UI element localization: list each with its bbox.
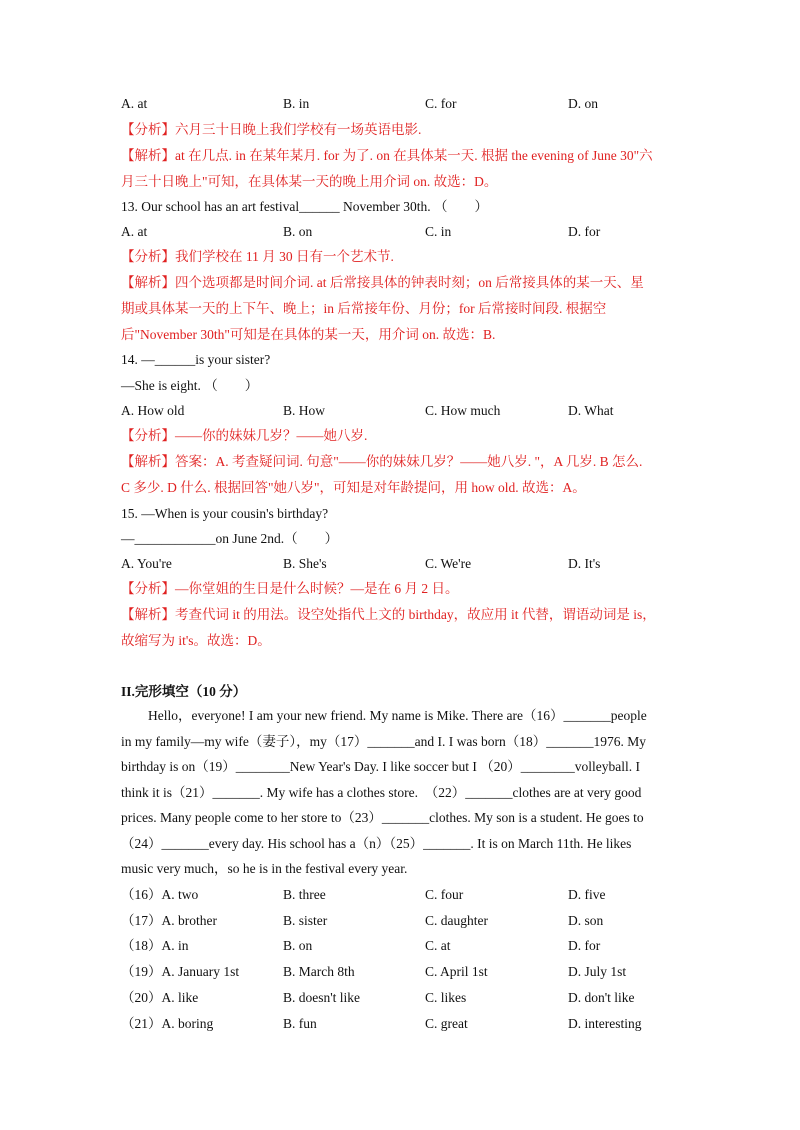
choice-row-16 <box>121 885 681 905</box>
choice-row-19 <box>121 962 681 982</box>
option-c: C. great <box>425 1016 468 1031</box>
option-a: （18）A. in <box>121 938 189 953</box>
choice-row-17 <box>121 911 681 931</box>
q15-explanation-line-2: 故缩写为 it's。故选：D。 <box>121 633 271 648</box>
q12-options <box>121 94 681 114</box>
option-a: （17）A. brother <box>121 913 217 928</box>
q13-stem: 13. Our school has an art festival______ November 30th. （ ） <box>121 199 489 214</box>
option-b: B. How <box>283 403 326 418</box>
q13-explanation-line-2: 期或具体某一天的上下午、晚上；in 后常接年份、月份；for 后常接时间段. 根据空 <box>121 301 607 316</box>
option-d: D. for <box>568 224 601 239</box>
option-d: D. son <box>568 913 604 928</box>
option-b: B. doesn't like <box>283 990 361 1005</box>
option-b: B. She's <box>283 556 327 571</box>
option-c: C. in <box>425 224 452 239</box>
passage-line: Hello，everyone! I am your new friend. My name is Mike. There are（16）_______people <box>121 708 647 723</box>
choice-row-18 <box>121 936 681 956</box>
option-c: C. April 1st <box>425 964 488 979</box>
option-b: B. sister <box>283 913 328 928</box>
option-d: D. July 1st <box>568 964 627 979</box>
q14-options <box>121 401 681 421</box>
option-c: C. for <box>425 96 457 111</box>
option-d: D. five <box>568 887 606 902</box>
q13-explanation-line-1: 【解析】四个选项都是时间介词. at 后常接具体的钟表时刻；on 后常接具体的某一天、星 <box>121 275 644 290</box>
option-a: A. at <box>121 96 148 111</box>
q12-explanation-line-1: 【解析】at 在几点. in 在某年某月. for 为了. on 在具体某一天. 根据 the evening of June 30"六 <box>121 148 653 163</box>
q15-stem-line-2: —____________on June 2nd.（ ） <box>121 531 339 546</box>
option-a: A. How old <box>121 403 185 418</box>
q15-stem-line-1: 15. —When is your cousin's birthday? <box>121 506 329 521</box>
option-c: C. four <box>425 887 464 902</box>
option-c: C. How much <box>425 403 501 418</box>
q14-analysis: 【分析】——你的妹妹几岁？——她八岁. <box>121 428 368 443</box>
option-c: C. at <box>425 938 451 953</box>
q15-analysis: 【分析】—你堂姐的生日是什么时候？—是在 6 月 2 日。 <box>121 581 459 596</box>
q15-explanation-line-1: 【解析】考查代词 it 的用法。设空处指代上文的 birthday，故应用 it 代替，谓语动词是 is， <box>121 607 656 622</box>
option-a: A. at <box>121 224 148 239</box>
option-b: B. in <box>283 96 310 111</box>
option-a: A. You're <box>121 556 172 571</box>
passage-line: birthday is on（19）________New Year's Day. I like soccer but I （20）________volleyball. I <box>121 759 640 774</box>
option-a: （16）A. two <box>121 887 199 902</box>
q13-analysis: 【分析】我们学校在 11 月 30 日有一个艺术节. <box>121 249 394 264</box>
passage-line: music very much，so he is in the festival every year. <box>121 861 408 876</box>
option-a: （19）A. January 1st <box>121 964 240 979</box>
option-b: B. on <box>283 938 313 953</box>
option-b: B. on <box>283 224 313 239</box>
option-d: D. for <box>568 938 601 953</box>
option-c: C. likes <box>425 990 467 1005</box>
q14-explanation-line-1: 【解析】答案：A. 考查疑问词. 句意"——你的妹妹几岁？——她八岁. "，A 几岁. B 怎么. <box>121 454 643 469</box>
q12-analysis: 【分析】六月三十日晚上我们学校有一场英语电影. <box>121 122 422 137</box>
option-b: B. fun <box>283 1016 317 1031</box>
q14-stem-line-2: —She is eight. （ ） <box>121 378 259 393</box>
passage-line: （24）_______every day. His school has a（n）（25）_______. It is on March 11th. He likes <box>121 836 632 851</box>
q13-options <box>121 222 681 242</box>
passage-line: think it is（21）_______. My wife has a clothes store. （22）_______clothes are at very good <box>121 785 642 800</box>
option-c: C. daughter <box>425 913 488 928</box>
option-c: C. We're <box>425 556 472 571</box>
q12-explanation-line-2: 月三十日晚上"可知，在具体某一天的晚上用介词 on. 故选：D。 <box>121 174 498 189</box>
option-a: （20）A. like <box>121 990 199 1005</box>
option-d: D. What <box>568 403 614 418</box>
passage-line: prices. Many people come to her store to（23）_______clothes. My son is a student. He goes to <box>121 810 644 825</box>
q15-options <box>121 554 681 574</box>
choice-row-21 <box>121 1014 681 1034</box>
option-b: B. March 8th <box>283 964 355 979</box>
option-d: D. It's <box>568 556 601 571</box>
choice-row-20 <box>121 988 681 1008</box>
section-heading: II.完形填空（10 分） <box>121 684 247 699</box>
option-d: D. on <box>568 96 598 111</box>
option-a: （21）A. boring <box>121 1016 214 1031</box>
passage-line: in my family—my wife（妻子），my（17）_______and I. I was born（18）_______1976. My <box>121 734 646 749</box>
q14-stem-line-1: 14. —______is your sister? <box>121 352 271 367</box>
q14-explanation-line-2: C 多少. D 什么. 根据回答"她八岁"，可知是对年龄提问，用 how old. 故选：A。 <box>121 480 586 495</box>
option-d: D. interesting <box>568 1016 642 1031</box>
option-b: B. three <box>283 887 326 902</box>
option-d: D. don't like <box>568 990 635 1005</box>
q13-explanation-line-3: 后"November 30th"可知是在具体的某一天，用介词 on. 故选：B. <box>121 327 496 342</box>
